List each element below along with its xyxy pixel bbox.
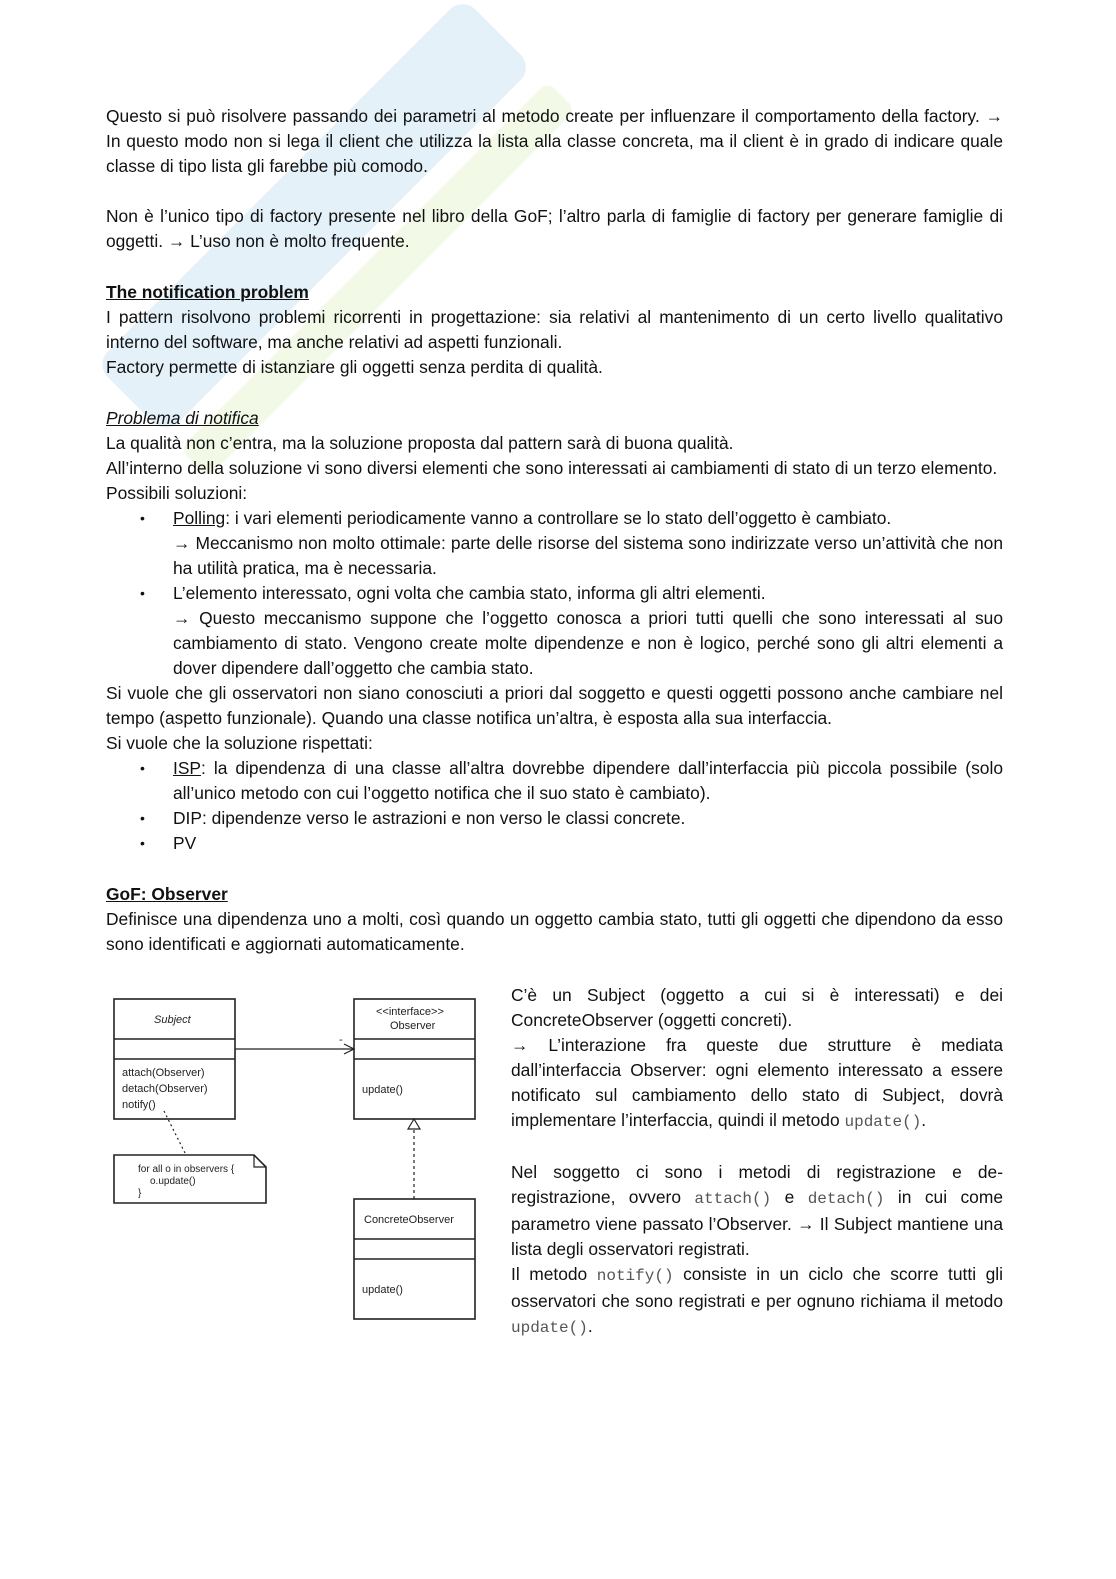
solutions-list: [106, 506, 1003, 681]
concrete-observer-method: update(): [362, 1284, 403, 1296]
uml-diagram: [106, 983, 486, 1343]
list-item: • Polling: i vari elementi periodicamente vanno a controllare se lo stato dell’oggetto è cambiato. → Meccanismo non molto ottimale: parte delle risorse del sistema sono indirizzate verso un’attività che non ha utilità pratica, ma è necessaria.: [106, 506, 1003, 581]
principles-list: [106, 756, 1003, 856]
list-item: • ISP: la dipendenza di una classe all’altra dovrebbe dipendere dall’interfaccia più piccola possibile (solo all’unico metodo con cui l’oggetto notifica che il suo stato è cambiato).: [106, 756, 1003, 806]
observer-stereotype: <<interface>>: [376, 1006, 444, 1018]
observer-explanation: [511, 983, 1003, 1341]
list-item: • L’elemento interessato, ogni volta che cambia stato, informa gli altri elementi. → Questo meccanismo suppone che l’oggetto conosca a priori tutti quelli che sono interessati al suo cambiamento di stato. Vengono create molte dipendenze e non è logico, perché sono gli altri elementi a dover dipendere dall’oggetto che cambia stato.: [106, 581, 1003, 681]
paragraph-quality: La qualità non c’entra, ma la soluzione proposta dal pattern sarà di buona qualità.: [106, 433, 734, 453]
paragraph-registration: Nel soggetto ci sono i metodi di registrazione e de-registrazione, ovvero attach() e detach() in cui come parametro viene passato l’Observer. → Il Subject mantiene una lista degli osservatori registrati.: [511, 1162, 1003, 1259]
note-line: for all o in observers {: [138, 1164, 235, 1175]
paragraph-gof-factory: Non è l’unico tipo di factory presente nel libro della GoF; l’altro parla di famiglie di factory per generare famiglie di oggetti. → L’uso non è molto frequente.: [106, 204, 1003, 254]
subject-name: Subject: [154, 1014, 191, 1026]
arrow-right-icon: →: [167, 231, 186, 251]
heading-notification-problem: The notification problem: [106, 282, 309, 302]
document-page: [106, 104, 1003, 1363]
subject-method: attach(Observer): [122, 1067, 205, 1079]
note-line: o.update(): [150, 1176, 196, 1187]
observer-section: [106, 983, 1003, 1363]
arrow-right-icon: →: [511, 1035, 529, 1055]
paragraph-pattern: I pattern risolvono problemi ricorrenti in progettazione: sia relativi al mantenimento di un certo livello qualitativo interno del software, ma anche relativi ad aspetti funzionali.: [106, 307, 1003, 352]
paragraph-observer-def: Definisce una dipendenza uno a molti, così quando un oggetto cambia stato, tutti gli oggetti che dipendono da esso sono identificati e aggiornati automaticamente.: [106, 909, 1003, 954]
paragraph-factory: Questo si può risolvere passando dei parametri al metodo create per influenzare il comportamento della factory. → In questo modo non si lega il client che utilizza la lista alla classe concreta, ma il client è in grado di indicare quale classe di tipo lista gli farebbe più comodo.: [106, 106, 1003, 176]
heading-problema-notifica: Problema di notifica: [106, 408, 259, 428]
concrete-observer-name: ConcreteObserver: [364, 1214, 454, 1226]
multiplicity-label: -: [339, 1034, 343, 1046]
paragraph-factory-quality: Factory permette di istanziare gli oggetti senza perdita di qualità.: [106, 357, 603, 377]
arrow-right-icon: →: [173, 533, 191, 553]
observer-method: update(): [362, 1084, 403, 1096]
subject-method: detach(Observer): [122, 1083, 208, 1095]
paragraph-requirements: Si vuole che la soluzione rispettati:: [106, 733, 373, 753]
list-item: • DIP: dipendenze verso le astrazioni e non verso le classi concrete.: [106, 806, 1003, 831]
paragraph-observers: Si vuole che gli osservatori non siano conosciuti a priori dal soggetto e questi oggetti possono anche cambiare nel tempo (aspetto funzionale). Quando una classe notifica un’altra, è esposta alla sua interfaccia.: [106, 683, 1003, 728]
paragraph-notify: Il metodo notify() consiste in un ciclo che scorre tutti gli osservatori che sono registrati e per ognuno richiama il metodo update().: [511, 1264, 1003, 1337]
subject-method: notify(): [122, 1099, 156, 1111]
arrow-right-icon: →: [985, 106, 1003, 126]
observer-name: Observer: [390, 1020, 436, 1032]
note-line: }: [138, 1188, 142, 1199]
arrow-right-icon: →: [173, 608, 191, 628]
paragraph-possible-solutions: Possibili soluzioni:: [106, 483, 248, 503]
heading-gof-observer: GoF: Observer: [106, 884, 228, 904]
arrow-right-icon: →: [797, 1214, 815, 1234]
paragraph-interaction: → L’interazione fra queste due strutture è mediata dall’interfaccia Observer: ogni elemento interessato a essere notificato sul cambiamento dello stato di Subject, dovrà implementare l’interfaccia, quindi il metodo update().: [511, 1035, 1003, 1131]
paragraph-elements: All’interno della soluzione vi sono diversi elementi che sono interessati ai cambiamenti di stato di un terzo elemento.: [106, 458, 998, 478]
paragraph-subject: C’è un Subject (oggetto a cui si è interessati) e dei ConcreteObserver (oggetti concreti).: [511, 985, 1003, 1030]
list-item: • PV: [106, 831, 1003, 856]
